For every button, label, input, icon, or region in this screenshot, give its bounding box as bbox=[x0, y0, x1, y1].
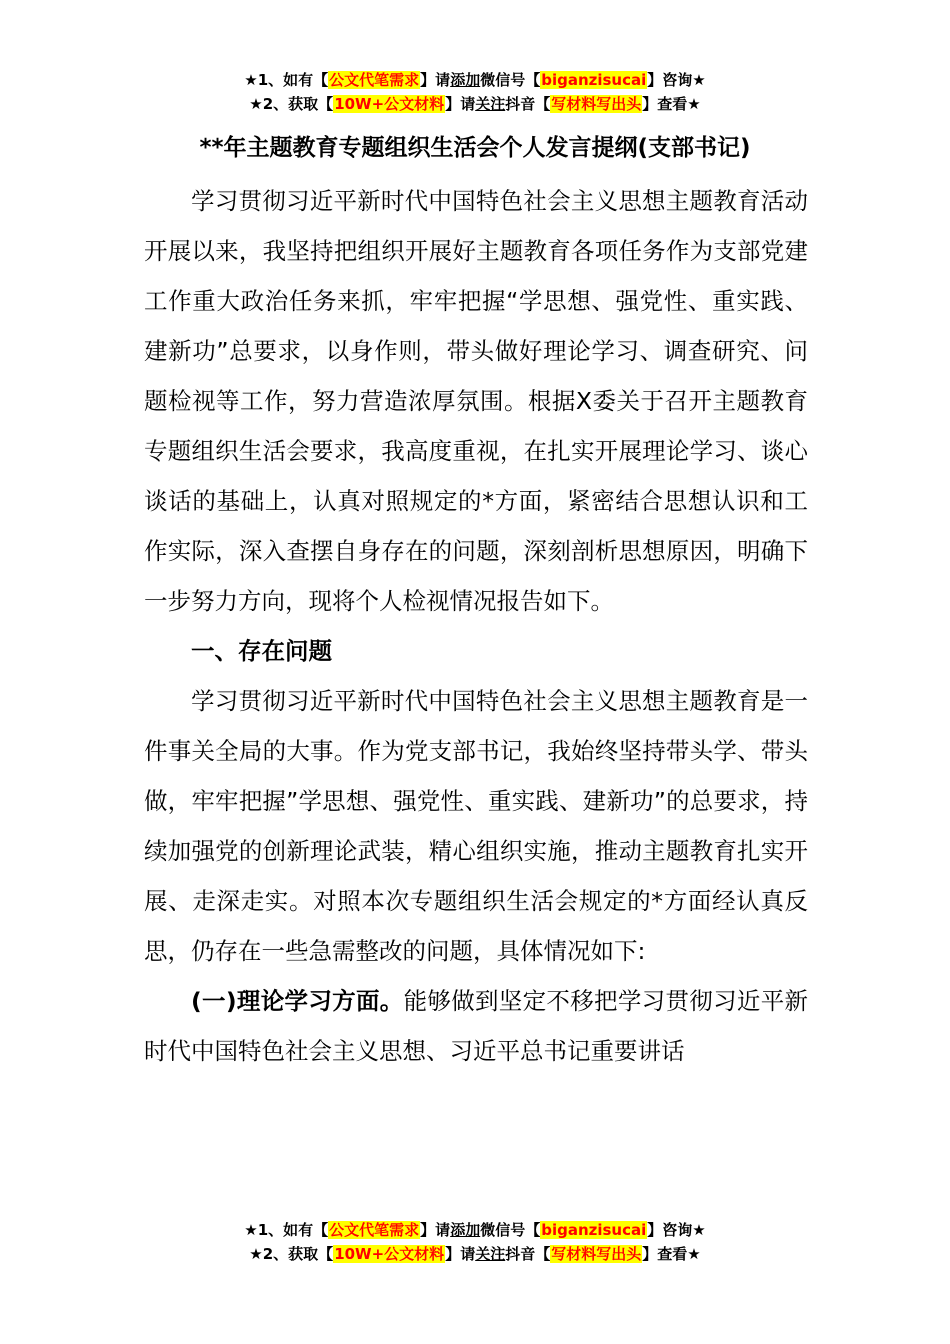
banner-line-2: ★2、获取【10W+公文材料】请关注抖音【写材料写出头】查看★ bbox=[249, 1245, 701, 1263]
banner-highlight: 公文代笔需求 bbox=[329, 71, 420, 89]
banner-highlight: 写材料写出头 bbox=[551, 1245, 642, 1263]
subsection-lead: (一)理论学习方面。 bbox=[191, 987, 404, 1015]
subsection-paragraph bbox=[144, 976, 808, 1076]
intro-paragraph: 学习贯彻习近平新时代中国特色社会主义思想主题教育活动开展以来，我坚持把组织开展好主题教育各项任务作为支部党建工作重大政治任务来抓，牢牢把握“学思想、强党性、重实践、建新功”总要求，以身作则，带头做好理论学习、调查研究、问题检视等工作，努力营造浓厚氛围。根据X委关于召开主题教育专题组织生活会要求，我高度重视，在扎实开展理论学习、谈心谈话的基础上，认真对照规定的*方面，紧密结合思想认识和工作实际，深入查摆自身存在的问题，深刻剖析思想原因，明确下一步努力方向，现将个人检视情况报告如下。 bbox=[144, 187, 808, 615]
banner-highlight: 10W+公文材料 bbox=[334, 1245, 445, 1263]
subsection-text: 能够做到坚定不移把学习贯彻习近平新时代中国特色社会主义思想、习近平总书记重要讲话 bbox=[144, 987, 809, 1065]
banner-highlight: 10W+公文材料 bbox=[334, 95, 445, 113]
header-banner bbox=[0, 68, 950, 116]
banner-highlight: 公文代笔需求 bbox=[329, 1221, 420, 1239]
document-body bbox=[144, 176, 808, 1076]
banner-highlight: biganzisucai bbox=[541, 71, 647, 89]
banner-line-2: ★2、获取【10W+公文材料】请关注抖音【写材料写出头】查看★ bbox=[249, 95, 701, 113]
banner-highlight: 写材料写出头 bbox=[551, 95, 642, 113]
banner-line-1: ★1、如有【公文代笔需求】请添加微信号【biganzisucai】咨询★ bbox=[244, 1221, 706, 1239]
banner-line-1: ★1、如有【公文代笔需求】请添加微信号【biganzisucai】咨询★ bbox=[244, 71, 706, 89]
document-title: **年主题教育专题组织生活会个人发言提纲(支部书记) bbox=[199, 135, 751, 161]
section-paragraph: 学习贯彻习近平新时代中国特色社会主义思想主题教育是一件事关全局的大事。作为党支部书记，我始终坚持带头学、带头做，牢牢把握”学思想、强党性、重实践、建新功”的总要求，持续加强党的创新理论武装，精心组织实施，推动主题教育扎实开展、走深走实。对照本次专题组织生活会规定的*方面经认真反思，仍存在一些急需整改的问题，具体情况如下: bbox=[144, 687, 808, 965]
section-heading-problems: 一、存在问题 bbox=[191, 637, 332, 665]
footer-banner bbox=[0, 1218, 950, 1266]
banner-highlight: biganzisucai bbox=[541, 1221, 647, 1239]
